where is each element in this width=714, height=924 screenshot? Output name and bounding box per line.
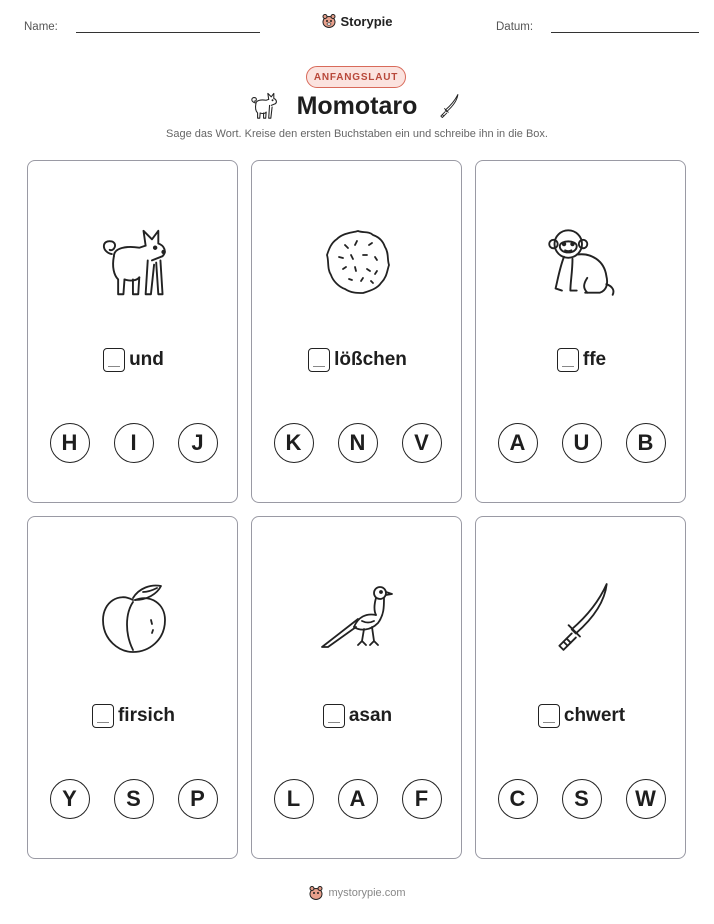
letter-choices (252, 423, 463, 463)
letter-card (475, 516, 686, 859)
pheasant-icon (252, 573, 463, 663)
letter-choices (28, 779, 239, 819)
storypie-logo-icon (321, 13, 337, 29)
letter-choices (476, 779, 687, 819)
letter-choice[interactable]: A (498, 423, 538, 463)
letter-choice[interactable]: F (402, 779, 442, 819)
letter-choice[interactable]: S (114, 779, 154, 819)
dog-icon (28, 217, 239, 307)
date-label: Datum: (496, 20, 534, 33)
answer-box[interactable] (323, 704, 345, 728)
letter-choice[interactable]: B (626, 423, 666, 463)
word-ending: und (129, 349, 164, 370)
answer-box[interactable] (92, 704, 114, 728)
answer-box[interactable] (308, 348, 330, 372)
name-line[interactable] (76, 32, 260, 33)
page-title: Momotaro (296, 92, 418, 120)
word-row (252, 348, 463, 372)
word-ending: chwert (563, 705, 626, 726)
sword-icon (476, 573, 687, 663)
letter-choice[interactable]: K (274, 423, 314, 463)
letter-choices (252, 779, 463, 819)
date-field[interactable] (496, 20, 699, 33)
answer-box[interactable] (557, 348, 579, 372)
word-ending: ffe (582, 349, 607, 370)
letter-choice[interactable]: L (274, 779, 314, 819)
letter-choice[interactable]: J (178, 423, 218, 463)
monkey-icon (476, 217, 687, 307)
cookie-icon (252, 217, 463, 307)
letter-choice[interactable]: I (114, 423, 154, 463)
word-row (28, 704, 239, 728)
brand-name: Storypie (340, 13, 393, 29)
letter-choice[interactable]: S (562, 779, 602, 819)
answer-box[interactable] (103, 348, 125, 372)
category-badge: ANFANGSLAUT (306, 66, 406, 88)
answer-box[interactable] (538, 704, 560, 728)
instruction-text: Sage das Wort. Kreise den ersten Buchstaben ein und schreibe ihn in die Box. (166, 128, 548, 140)
word-ending: asan (348, 705, 393, 726)
letter-choice[interactable]: V (402, 423, 442, 463)
letter-choice[interactable]: U (562, 423, 602, 463)
letter-choice[interactable]: Y (50, 779, 90, 819)
word-row (252, 704, 463, 728)
letter-card (27, 516, 238, 859)
letter-choice[interactable]: A (338, 779, 378, 819)
letter-choice[interactable]: H (50, 423, 90, 463)
word-row (476, 704, 687, 728)
peach-icon (28, 573, 239, 663)
storypie-logo-icon (308, 885, 324, 901)
letter-card (251, 516, 462, 859)
letter-choices (476, 423, 687, 463)
word-row (28, 348, 239, 372)
word-ending: lößchen (334, 349, 407, 370)
letter-card (475, 160, 686, 503)
letter-card (251, 160, 462, 503)
footer (0, 885, 714, 901)
date-line[interactable] (551, 32, 699, 33)
footer-url[interactable]: mystorypie.com (328, 887, 406, 899)
letter-card (27, 160, 238, 503)
letter-choice[interactable]: P (178, 779, 218, 819)
letter-choices (28, 423, 239, 463)
title-sword-icon (436, 93, 462, 124)
letter-choice[interactable]: C (498, 779, 538, 819)
word-ending: firsich (117, 705, 176, 726)
name-label: Name: (24, 20, 58, 33)
letter-choice[interactable]: W (626, 779, 666, 819)
word-row (476, 348, 687, 372)
letter-choice[interactable]: N (338, 423, 378, 463)
